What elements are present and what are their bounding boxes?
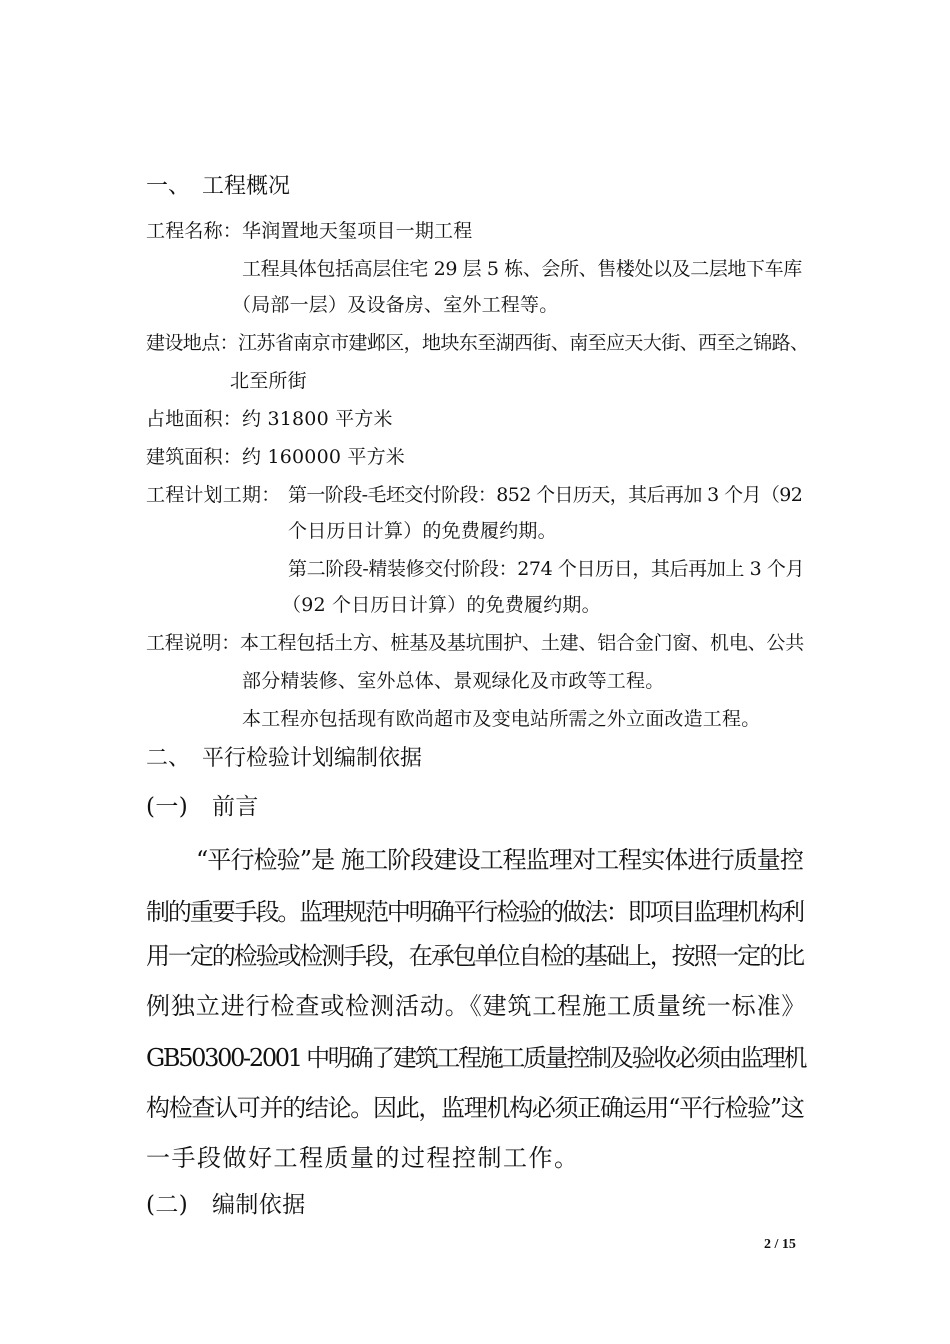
schedule-label: 工程计划工期： [146, 484, 281, 506]
land-area: 占地面积：约 31800 平方米 [146, 408, 393, 430]
page-number: 2 / 15 [764, 1237, 796, 1252]
site-row [146, 334, 808, 353]
subsection-1-number: (一) [146, 794, 189, 820]
section-2-heading [146, 748, 422, 770]
preface-line-3: 用一定的检验或检测手段，在承包单位自检的基础上，按照一定的比 [146, 942, 803, 970]
subsection-1-title: 前言 [212, 794, 259, 820]
preface-line-1: “平行检验”是 施工阶段建设工程监理对工程实体进行质量控 [196, 846, 803, 874]
section-2-number: 二、 [146, 746, 191, 771]
section-1-heading [146, 176, 290, 198]
project-scope-line-1: 工程具体包括高层住宅 29 层 5 栋、会所、售楼处以及二层地下车库 [242, 258, 802, 280]
phase-2-line-2: （92 个日历日计算）的免费履约期。 [282, 594, 601, 616]
preface-line-6: 构检查认可并的结论。因此，监理机构必须正确运用“平行检验”这 [146, 1094, 804, 1122]
subsection-1-heading [146, 796, 259, 819]
subsection-2-title: 编制依据 [212, 1192, 306, 1218]
project-name-row [146, 222, 472, 241]
description-line-1: 本工程包括土方、桩基及基坑围护、土建、铝合金门窗、机电、公共 [240, 632, 805, 654]
site-label: 建设地点： [146, 332, 239, 354]
building-area: 建筑面积：约 160000 平方米 [146, 446, 406, 468]
preface-line-7: 一手段做好工程质量的过程控制工作。 [146, 1144, 580, 1172]
description-label: 工程说明： [146, 632, 241, 654]
project-name-label: 工程名称： [146, 220, 243, 242]
preface-line-2: 制的重要手段。监理规范中明确平行检验的做法：即项目监理机构利 [146, 898, 803, 926]
phase-1-line-2: 个日历日计算）的免费履约期。 [288, 520, 557, 542]
section-2-title: 平行检验计划编制依据 [202, 746, 423, 771]
site-value-line-1: 江苏省南京市建邺区，地块东至湖西街、南至应天大街、西至之锦路、 [238, 332, 809, 354]
project-scope-line-2: （局部一层）及设备房、室外工程等。 [232, 294, 559, 316]
subsection-2-number: (二) [146, 1192, 189, 1218]
preface-line-5: GB50300-2001 中明确了建筑工程施工质量控制及验收必须由监理机 [146, 1044, 806, 1072]
description-line-2: 部分精装修、室外总体、景观绿化及市政等工程。 [242, 670, 665, 692]
phase-1-line-1: 第一阶段-毛坯交付阶段：852 个日历天，其后再加 3 个月（92 [288, 484, 803, 506]
section-1-title: 工程概况 [202, 174, 291, 199]
preface-line-4: 例独立进行检查或检测活动。《建筑工程施工质量统一标准》 [146, 992, 807, 1020]
site-value-line-2: 北至所街 [230, 370, 307, 392]
subsection-2-heading [146, 1194, 306, 1217]
description-row [146, 634, 804, 653]
description-line-3: 本工程亦包括现有欧尚超市及变电站所需之外立面改造工程。 [242, 708, 761, 730]
section-1-number: 一、 [146, 174, 191, 199]
project-name-value: 华润置地天玺项目一期工程 [242, 220, 473, 242]
phase-2-line-1: 第二阶段-精装修交付阶段：274 个日历日，其后再加上 3 个月 [288, 558, 805, 580]
